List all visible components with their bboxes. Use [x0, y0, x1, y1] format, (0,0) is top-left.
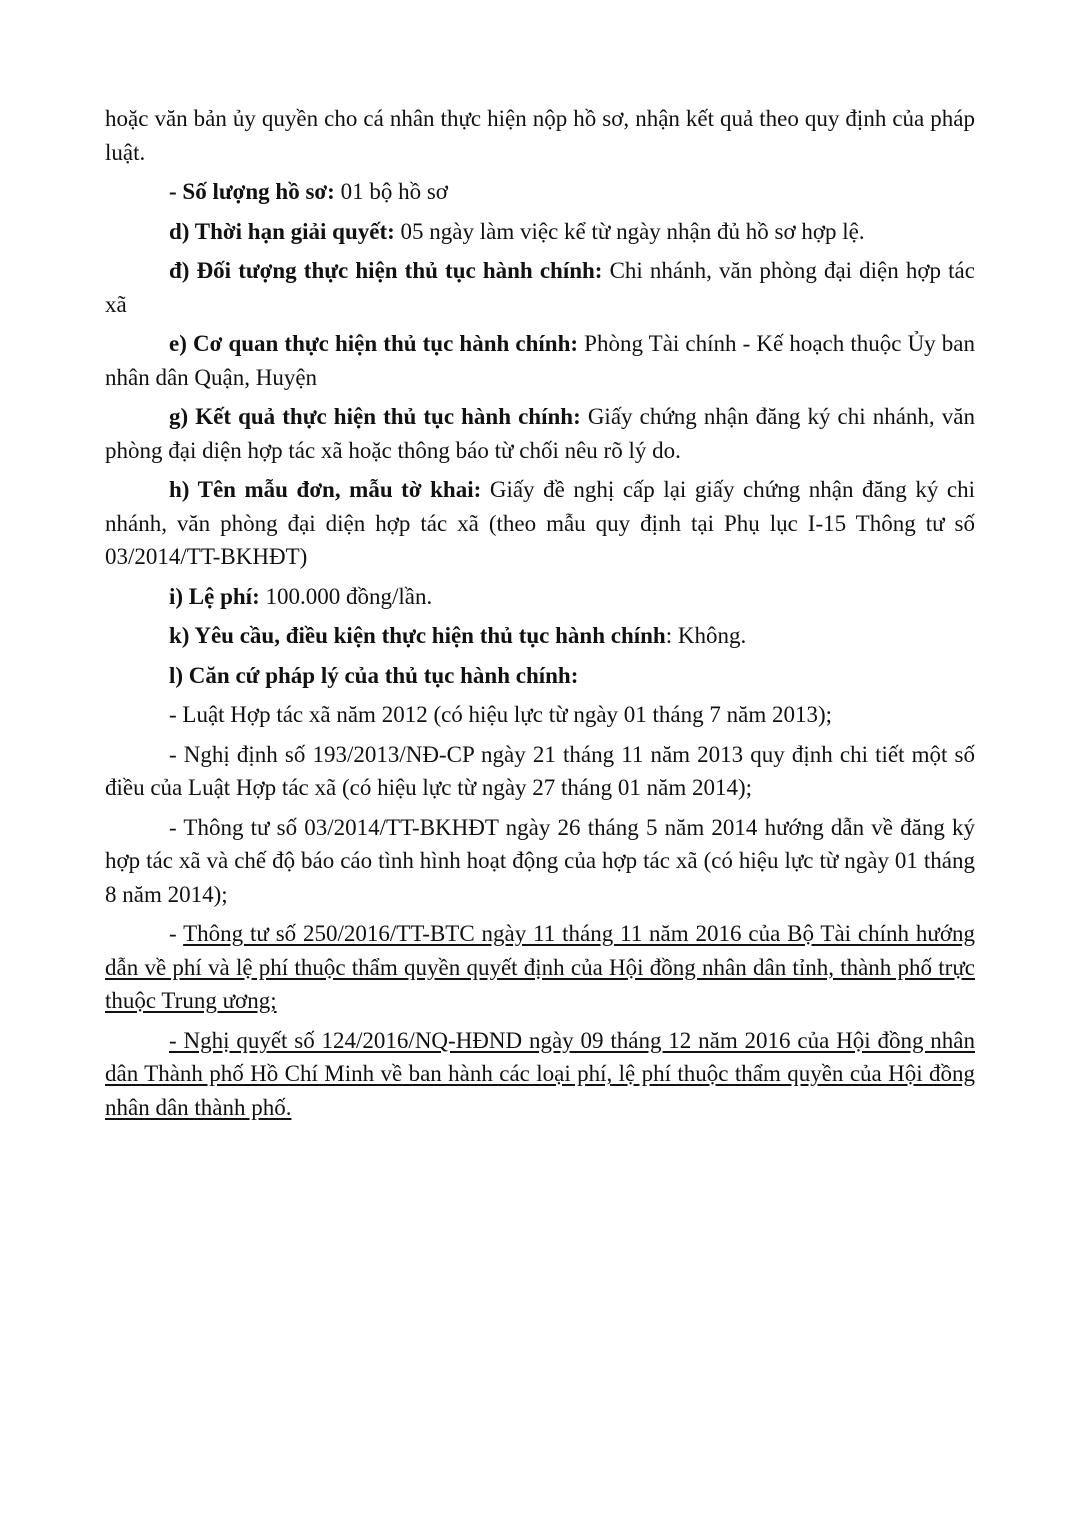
paragraph-text: Phòng Tài chính - Kế hoạch thuộc Ủy ban nhân dân Quận, Huyện — [105, 331, 975, 390]
paragraph-nghi-quyet-124 — [105, 1024, 975, 1125]
document-page — [105, 102, 975, 1130]
paragraph-heading: i) Lệ phí: — [169, 583, 260, 609]
paragraph-heading: đ) Đối tượng thực hiện thủ tục hành chính: — [169, 258, 603, 283]
paragraph-lead: - — [169, 921, 184, 946]
paragraph-nghi-dinh — [105, 738, 975, 805]
paragraph-heading: - Số lượng hồ sơ: — [169, 179, 335, 204]
paragraph-thong-tu-250 — [105, 917, 975, 1018]
paragraph-yeu-cau — [105, 619, 975, 653]
paragraph-ten-mau-don — [105, 473, 975, 574]
paragraph-authorization — [105, 102, 975, 169]
paragraph-text: : Không. — [665, 623, 747, 648]
paragraph-le-phi — [105, 580, 975, 614]
paragraph-ket-qua — [105, 400, 975, 467]
paragraph-text: 05 ngày làm việc kể từ ngày nhận đủ hồ sơ hợp lệ. — [394, 218, 865, 244]
paragraph-text-underlined: - Nghị quyết số 124/2016/NQ-HĐND ngày 09 tháng 12 năm 2016 của Hội đồng nhân dân Thành phố Hồ Chí Minh về ban hành các loại phí, lệ phí thuộc thẩm quyền của Hội đồng nhân dân thành phố. — [105, 1027, 975, 1120]
paragraph-text: - Thông tư số 03/2014/TT-BKHĐT ngày 26 tháng 5 năm 2014 hướng dẫn về đăng ký hợp tác xã và chế độ báo cáo tình hình hoạt động của hợp tác xã (có hiệu lực từ ngày 01 tháng 8 năm 2014); — [105, 814, 975, 907]
paragraph-text: 01 bộ hồ sơ — [334, 179, 448, 204]
paragraph-luat-htx — [105, 698, 975, 732]
paragraph-doi-tuong — [105, 254, 975, 321]
paragraph-text: Chi nhánh, văn phòng đại diện hợp tác xã — [105, 258, 975, 317]
paragraph-heading: e) Cơ quan thực hiện thủ tục hành chính: — [169, 331, 579, 356]
paragraph-text: Giấy chứng nhận đăng ký chi nhánh, văn phòng đại diện hợp tác xã hoặc thông báo từ chối nêu rõ lý do. — [105, 404, 975, 463]
paragraph-text: - Nghị định số 193/2013/NĐ-CP ngày 21 tháng 11 năm 2013 quy định chi tiết một số điều của Luật Hợp tác xã (có hiệu lực từ ngày 27 tháng 01 năm 2014); — [105, 741, 975, 800]
paragraph-heading: g) Kết quả thực hiện thủ tục hành chính: — [169, 404, 581, 429]
paragraph-text-underlined: Thông tư số 250/2016/TT-BTC ngày 11 tháng 11 năm 2016 của Bộ Tài chính hướng dẫn về phí và lệ phí thuộc thẩm quyền quyết định của Hội đồng nhân dân tỉnh, thành phố trực thuộc Trung ương; — [105, 921, 975, 1013]
paragraph-so-luong-ho-so — [105, 175, 975, 209]
paragraph-text: 100.000 đồng/lần. — [259, 583, 433, 609]
paragraph-thoi-han — [105, 215, 975, 249]
paragraph-text: Giấy đề nghị cấp lại giấy chứng nhận đăng ký chi nhánh, văn phòng đại diện hợp tác xã (theo mẫu quy định tại Phụ lục I-15 Thông tư số 03/2014/TT-BKHĐT) — [105, 477, 975, 569]
paragraph-heading: d) Thời hạn giải quyết: — [169, 218, 395, 244]
paragraph-heading: l) Căn cứ pháp lý của thủ tục hành chính: — [169, 662, 579, 688]
paragraph-heading: k) Yêu cầu, điều kiện thực hiện thủ tục hành chính — [169, 623, 666, 648]
paragraph-text: - Luật Hợp tác xã năm 2012 (có hiệu lực từ ngày 01 tháng 7 năm 2013); — [169, 702, 833, 727]
paragraph-can-cu-phap-ly — [105, 659, 975, 693]
paragraph-text: hoặc văn bản ủy quyền cho cá nhân thực hiện nộp hồ sơ, nhận kết quả theo quy định của pháp luật. — [105, 106, 975, 165]
paragraph-heading: h) Tên mẫu đơn, mẫu tờ khai: — [169, 477, 482, 502]
paragraph-co-quan — [105, 327, 975, 394]
paragraph-thong-tu-03 — [105, 811, 975, 912]
